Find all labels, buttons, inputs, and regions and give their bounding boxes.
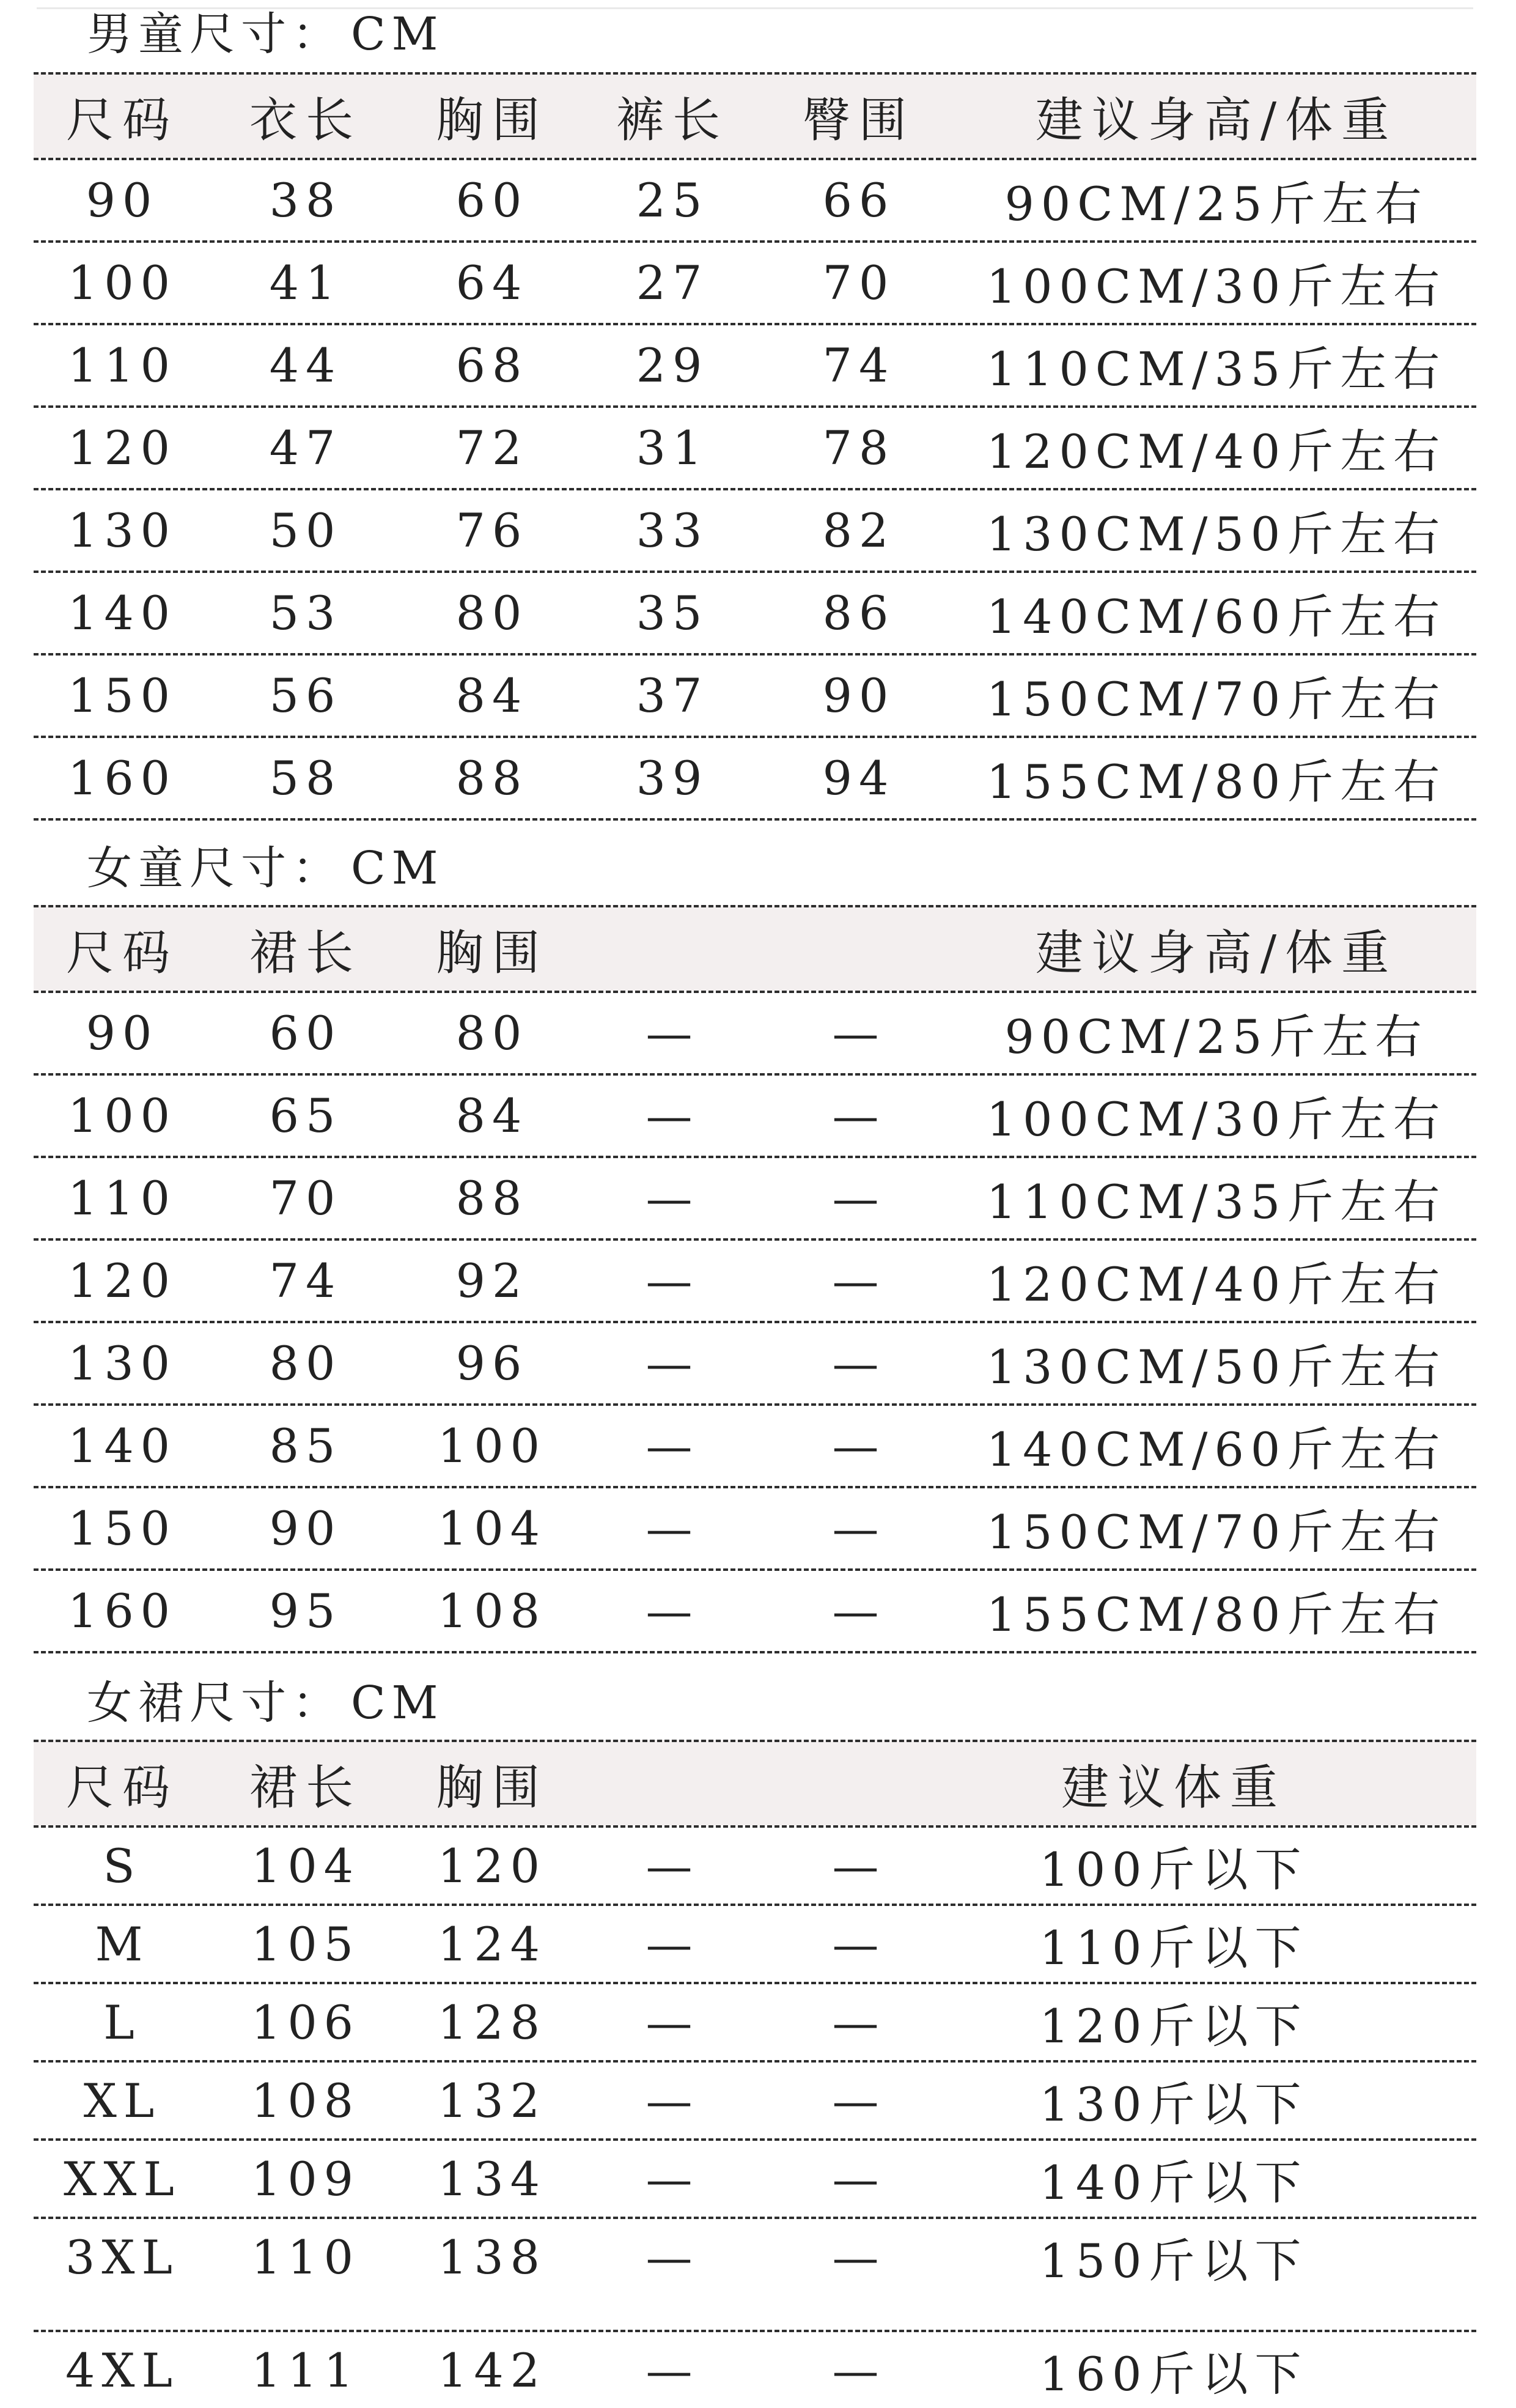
suggested-weight-cell: 140斤以下: [1039, 2155, 1308, 2210]
dress-header-skirt-length: 裙长: [249, 1760, 362, 1815]
pants-length-cell: 35: [636, 586, 709, 640]
pants-length-cell: 29: [636, 338, 709, 393]
boys-header-pants-length: 裤长: [616, 93, 729, 148]
size-cell: 90: [86, 1006, 159, 1060]
suggested-height-weight-cell: 150CM/70斤左右: [986, 1505, 1447, 1559]
dress-header-chest: 胸围: [435, 1760, 548, 1815]
size-cell: 140: [67, 586, 177, 640]
dash-cell: —: [832, 1088, 886, 1143]
boys-header-hip: 臀围: [802, 93, 915, 148]
chest-cell: 134: [437, 2151, 547, 2206]
top-length-cell: 41: [269, 256, 342, 310]
dash-cell: —: [646, 1419, 699, 1473]
girls-row: [34, 1321, 1476, 1403]
girls-title-unit: CM: [351, 842, 444, 895]
size-cell: 130: [67, 1336, 177, 1391]
dress-header-blank-1: [584, 1742, 761, 1825]
size-cell: 120: [67, 421, 177, 475]
dash-cell: —: [832, 1916, 886, 1971]
girls-header-blank-1: [584, 907, 761, 991]
hip-cell: 78: [822, 421, 896, 475]
boys-row: [34, 240, 1476, 323]
dash-cell: —: [646, 1254, 699, 1308]
suggested-height-weight-cell: 100CM/30斤左右: [986, 1092, 1447, 1147]
dash-cell: —: [646, 2229, 699, 2284]
dash-cell: —: [646, 1584, 699, 1638]
pants-length-cell: 39: [636, 751, 709, 805]
boys-row: [34, 488, 1476, 571]
dress-row: [34, 2138, 1476, 2217]
skirt-length-cell: 70: [269, 1171, 342, 1225]
skirt-length-cell: 104: [251, 1838, 361, 1893]
pants-length-cell: 33: [636, 503, 709, 558]
chest-cell: 60: [455, 173, 529, 227]
skirt-length-cell: 85: [269, 1419, 342, 1473]
chest-cell: 120: [437, 1838, 547, 1893]
hip-cell: 90: [822, 668, 896, 723]
boys-row: [34, 323, 1476, 405]
dress-header-size: 尺码: [65, 1760, 178, 1815]
chest-cell: 138: [437, 2229, 547, 2284]
dress-title-text: 女裙尺寸：: [87, 1677, 344, 1729]
skirt-length-cell: 60: [269, 1006, 342, 1060]
chest-cell: 68: [455, 338, 529, 393]
boys-section-title: [87, 4, 444, 65]
skirt-length-cell: 95: [269, 1584, 342, 1638]
hip-cell: 74: [822, 338, 896, 393]
pants-length-cell: 31: [636, 421, 709, 475]
top-length-cell: 47: [269, 421, 342, 475]
chest-cell: 96: [455, 1336, 529, 1391]
chest-cell: 100: [437, 1419, 547, 1473]
dash-cell: —: [832, 1584, 886, 1638]
chest-cell: 80: [455, 586, 529, 640]
suggested-height-weight-cell: 155CM/80斤左右: [986, 755, 1447, 809]
suggested-height-weight-cell: 140CM/60斤左右: [986, 589, 1447, 644]
top-length-cell: 38: [269, 173, 342, 227]
dress-row: [34, 1904, 1476, 1982]
chest-cell: 132: [437, 2073, 547, 2128]
size-cell: 120: [67, 1254, 177, 1308]
top-length-cell: 56: [269, 668, 342, 723]
top-length-cell: 58: [269, 751, 342, 805]
chest-cell: 104: [437, 1501, 547, 1556]
dash-cell: —: [646, 1838, 699, 1893]
dash-cell: —: [832, 1336, 886, 1391]
size-cell: 110: [67, 1171, 177, 1225]
suggested-height-weight-cell: 155CM/80斤左右: [986, 1587, 1447, 1642]
skirt-length-cell: 90: [269, 1501, 342, 1556]
suggested-height-weight-cell: 130CM/50斤左右: [986, 507, 1447, 561]
girls-row: [34, 1403, 1476, 1486]
dress-section-title: [87, 1672, 444, 1734]
girls-header-chest: 胸围: [435, 926, 548, 981]
dress-row: [34, 2330, 1476, 2408]
size-cell: 150: [67, 1501, 177, 1556]
chest-cell: 80: [455, 1006, 529, 1060]
skirt-length-cell: 111: [251, 2343, 361, 2398]
dash-cell: —: [832, 2073, 886, 2128]
dress-row: [34, 2060, 1476, 2138]
chest-cell: 142: [437, 2343, 547, 2398]
size-cell: 150: [67, 668, 177, 723]
skirt-length-cell: 74: [269, 1254, 342, 1308]
dress-title-unit: CM: [351, 1677, 444, 1729]
size-cell: M: [95, 1916, 150, 1971]
hip-cell: 94: [822, 751, 896, 805]
top-length-cell: 53: [269, 586, 342, 640]
size-cell: 130: [67, 503, 177, 558]
girls-header-blank-2: [761, 907, 957, 991]
dash-cell: —: [832, 1254, 886, 1308]
size-cell: XXL: [64, 2151, 181, 2206]
boys-header-size: 尺码: [65, 93, 178, 148]
boys-title-text: 男童尺寸：: [87, 8, 344, 61]
boys-header-suggested-height-weight: 建议身高/体重: [1035, 93, 1398, 148]
size-cell: 100: [67, 256, 177, 310]
skirt-length-cell: 65: [269, 1088, 342, 1143]
dash-cell: —: [832, 2151, 886, 2206]
suggested-height-weight-cell: 90CM/25斤左右: [1004, 1010, 1429, 1064]
skirt-length-cell: 108: [251, 2073, 361, 2128]
dash-cell: —: [646, 1088, 699, 1143]
dash-cell: —: [646, 2151, 699, 2206]
suggested-height-weight-cell: 100CM/30斤左右: [986, 259, 1447, 314]
girls-title-text: 女童尺寸：: [87, 842, 344, 895]
dash-cell: —: [646, 1916, 699, 1971]
chest-cell: 88: [455, 751, 529, 805]
size-cell: 160: [67, 751, 177, 805]
chest-cell: 64: [455, 256, 529, 310]
suggested-height-weight-cell: 110CM/35斤左右: [986, 342, 1447, 396]
suggested-height-weight-cell: 150CM/70斤左右: [986, 672, 1447, 726]
dash-cell: —: [832, 1171, 886, 1225]
suggested-height-weight-cell: 140CM/60斤左右: [986, 1422, 1447, 1477]
girls-row: [34, 991, 1476, 1073]
dash-cell: —: [832, 2343, 886, 2398]
boys-title-unit: CM: [351, 8, 444, 61]
size-cell: 4XL: [65, 2343, 179, 2398]
skirt-length-cell: 106: [251, 1995, 361, 2050]
dash-cell: —: [646, 2343, 699, 2398]
dash-cell: —: [646, 1995, 699, 2050]
dash-cell: —: [646, 1501, 699, 1556]
size-cell: 110: [67, 338, 177, 393]
suggested-weight-cell: 130斤以下: [1039, 2077, 1308, 2132]
pants-length-cell: 25: [636, 173, 709, 227]
size-cell: S: [103, 1838, 142, 1893]
suggested-weight-cell: 100斤以下: [1039, 1842, 1308, 1897]
suggested-height-weight-cell: 120CM/40斤左右: [986, 1257, 1447, 1312]
skirt-length-cell: 105: [251, 1916, 361, 1971]
girls-row: [34, 1486, 1476, 1568]
size-cell: 90: [86, 173, 159, 227]
size-cell: 3XL: [65, 2229, 179, 2284]
dress-header-suggested-weight: 建议体重: [1061, 1760, 1286, 1815]
boys-header-chest: 胸围: [435, 93, 548, 148]
skirt-length-cell: 110: [251, 2229, 361, 2284]
boys-row: [34, 571, 1476, 653]
suggested-weight-cell: 160斤以下: [1039, 2346, 1308, 2401]
chest-cell: 72: [455, 421, 529, 475]
dash-cell: —: [832, 1995, 886, 2050]
dash-cell: —: [832, 1501, 886, 1556]
top-length-cell: 44: [269, 338, 342, 393]
size-cell: L: [103, 1995, 141, 2050]
suggested-weight-cell: 120斤以下: [1039, 1998, 1308, 2053]
size-cell: 140: [67, 1419, 177, 1473]
dress-row-cropped-container: [34, 2330, 1476, 2401]
hip-cell: 82: [822, 503, 896, 558]
size-cell: 100: [67, 1088, 177, 1143]
chest-cell: 108: [437, 1584, 547, 1638]
girls-row: [34, 1073, 1476, 1156]
chest-cell: 124: [437, 1916, 547, 1971]
dash-cell: —: [832, 1838, 886, 1893]
dress-row: [34, 1982, 1476, 2060]
suggested-weight-cell: 150斤以下: [1039, 2233, 1308, 2288]
boys-row: [34, 158, 1476, 240]
pants-length-cell: 27: [636, 256, 709, 310]
boys-row: [34, 405, 1476, 488]
boys-header-row: [34, 72, 1476, 158]
chest-cell: 84: [455, 668, 529, 723]
girls-header-suggested-height-weight: 建议身高/体重: [1035, 926, 1398, 981]
girls-row: [34, 1568, 1476, 1653]
girls-header-row: [34, 905, 1476, 991]
suggested-height-weight-cell: 120CM/40斤左右: [986, 424, 1447, 479]
suggested-weight-cell: 110斤以下: [1039, 1920, 1308, 1975]
dress-row: [34, 1825, 1476, 1904]
top-length-cell: 50: [269, 503, 342, 558]
hip-cell: 70: [822, 256, 896, 310]
girls-row: [34, 1238, 1476, 1321]
suggested-height-weight-cell: 90CM/25斤左右: [1004, 177, 1429, 231]
dash-cell: —: [646, 1171, 699, 1225]
chest-cell: 84: [455, 1088, 529, 1143]
dash-cell: —: [646, 1006, 699, 1060]
dash-cell: —: [646, 2073, 699, 2128]
dress-row: [34, 2217, 1476, 2295]
chest-cell: 76: [455, 503, 529, 558]
hip-cell: 66: [822, 173, 896, 227]
boys-row: [34, 653, 1476, 736]
size-cell: XL: [83, 2073, 161, 2128]
boys-header-top-length: 衣长: [249, 93, 362, 148]
dash-cell: —: [832, 1419, 886, 1473]
girls-section-title: [87, 838, 444, 899]
girls-header-size: 尺码: [65, 926, 178, 981]
girls-header-skirt-length: 裙长: [249, 926, 362, 981]
skirt-length-cell: 109: [251, 2151, 361, 2206]
suggested-height-weight-cell: 110CM/35斤左右: [986, 1175, 1447, 1229]
skirt-length-cell: 80: [269, 1336, 342, 1391]
pants-length-cell: 37: [636, 668, 709, 723]
dash-cell: —: [832, 1006, 886, 1060]
dash-cell: —: [646, 1336, 699, 1391]
dress-header-row: [34, 1740, 1476, 1825]
size-cell: 160: [67, 1584, 177, 1638]
boys-row: [34, 736, 1476, 821]
dash-cell: —: [832, 2229, 886, 2284]
girls-row: [34, 1156, 1476, 1238]
hip-cell: 86: [822, 586, 896, 640]
suggested-height-weight-cell: 130CM/50斤左右: [986, 1340, 1447, 1394]
chest-cell: 128: [437, 1995, 547, 2050]
chest-cell: 88: [455, 1171, 529, 1225]
chest-cell: 92: [455, 1254, 529, 1308]
